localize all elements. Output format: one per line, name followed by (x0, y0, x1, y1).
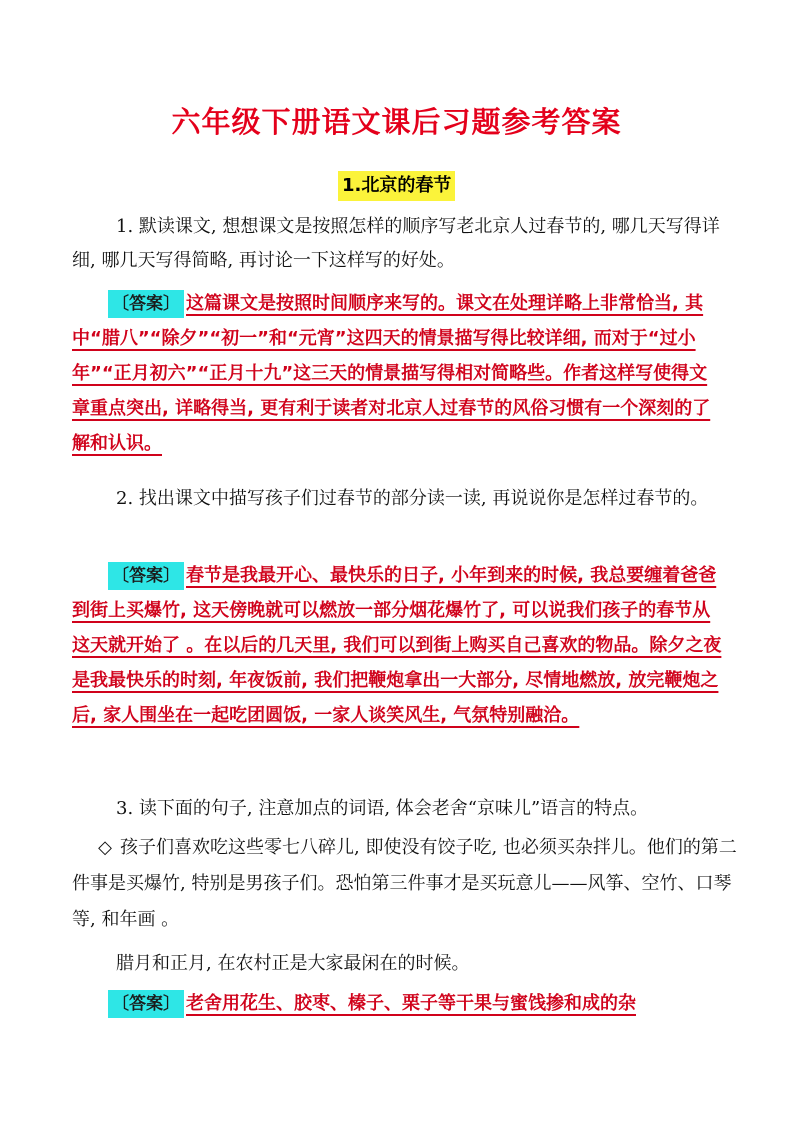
section-title: 1.北京的春节 (338, 171, 455, 201)
question-1-text: 1. 默读课文, 想想课文是按照怎样的顺序写老北京人过春节的, 哪几天写得详细, 哪几天写得简略, 再讨论一下这样写的好处。 (72, 216, 720, 271)
answer-tag: 〔答案〕 (108, 990, 184, 1018)
answer-2 (72, 558, 722, 733)
answer-2-text: 春节是我最开心、最快乐的日子, 小年到来的时候, 我总要缠着爸爸到街上买爆竹, 这天傍晚就可以燃放一部分烟花爆竹了, 可以说我们孩子的春节从这天就开始了 。在以后的几天里, 我们可以到街上购买自己喜欢的物品。除夕之夜是我最快乐的时刻, 年夜饭前, 我们把鞭炮拿出一大部分, 尽情地燃放, 放完鞭炮之后, 家人围坐在一起吃团圆饭, 一家人谈笑风生, 气氛特别融洽。 (72, 565, 722, 726)
question-1 (72, 210, 732, 278)
answer-1 (72, 286, 722, 461)
answer-3 (72, 986, 732, 1021)
example-sentence-2-text: 腊月和正月, 在农村正是大家最闲在的时候。 (116, 953, 470, 974)
answer-tag: 〔答案〕 (108, 290, 184, 318)
diamond-bullet-icon: ◇ (98, 837, 112, 858)
answer-1-text: 这篇课文是按照时间顺序来写的。课文在处理详略上非常恰当, 其中“腊八”“除夕”“初一”和“元宵”这四天的情景描写得比较详细, 而对于“过小年”“正月初六”“正月十九”这三天的情景描写得相对简略些。作者这样写使得文章重点突出, 详略得当, 更有利于读者对北京人过春节的风俗习惯有一个深刻的了解和认识。 (72, 293, 711, 454)
question-3-text: 3. 读下面的句子, 注意加点的词语, 体会老舍“京味儿”语言的特点。 (116, 798, 649, 819)
example-sentence-2 (72, 946, 742, 982)
question-3 (72, 792, 732, 826)
document-title: 六年级下册语文课后习题参考答案 (171, 105, 622, 139)
example-sentence-1 (72, 830, 742, 938)
answer-tag: 〔答案〕 (108, 562, 184, 590)
question-2 (72, 482, 732, 516)
example-sentence-1-text: 孩子们喜欢吃这些零七八碎儿, 即使没有饺子吃, 也必须买杂拌儿。他们的第二件事是买爆竹, 特别是男孩子们。恐怕第三件事才是买玩意儿——风筝、空竹、口琴等, 和年画 。 (72, 837, 737, 930)
answer-3-text: 老舍用花生、胶枣、榛子、栗子等干果与蜜饯掺和成的杂 (186, 993, 636, 1014)
question-2-text: 2. 找出课文中描写孩子们过春节的部分读一读, 再说说你是怎样过春节的。 (116, 488, 709, 509)
